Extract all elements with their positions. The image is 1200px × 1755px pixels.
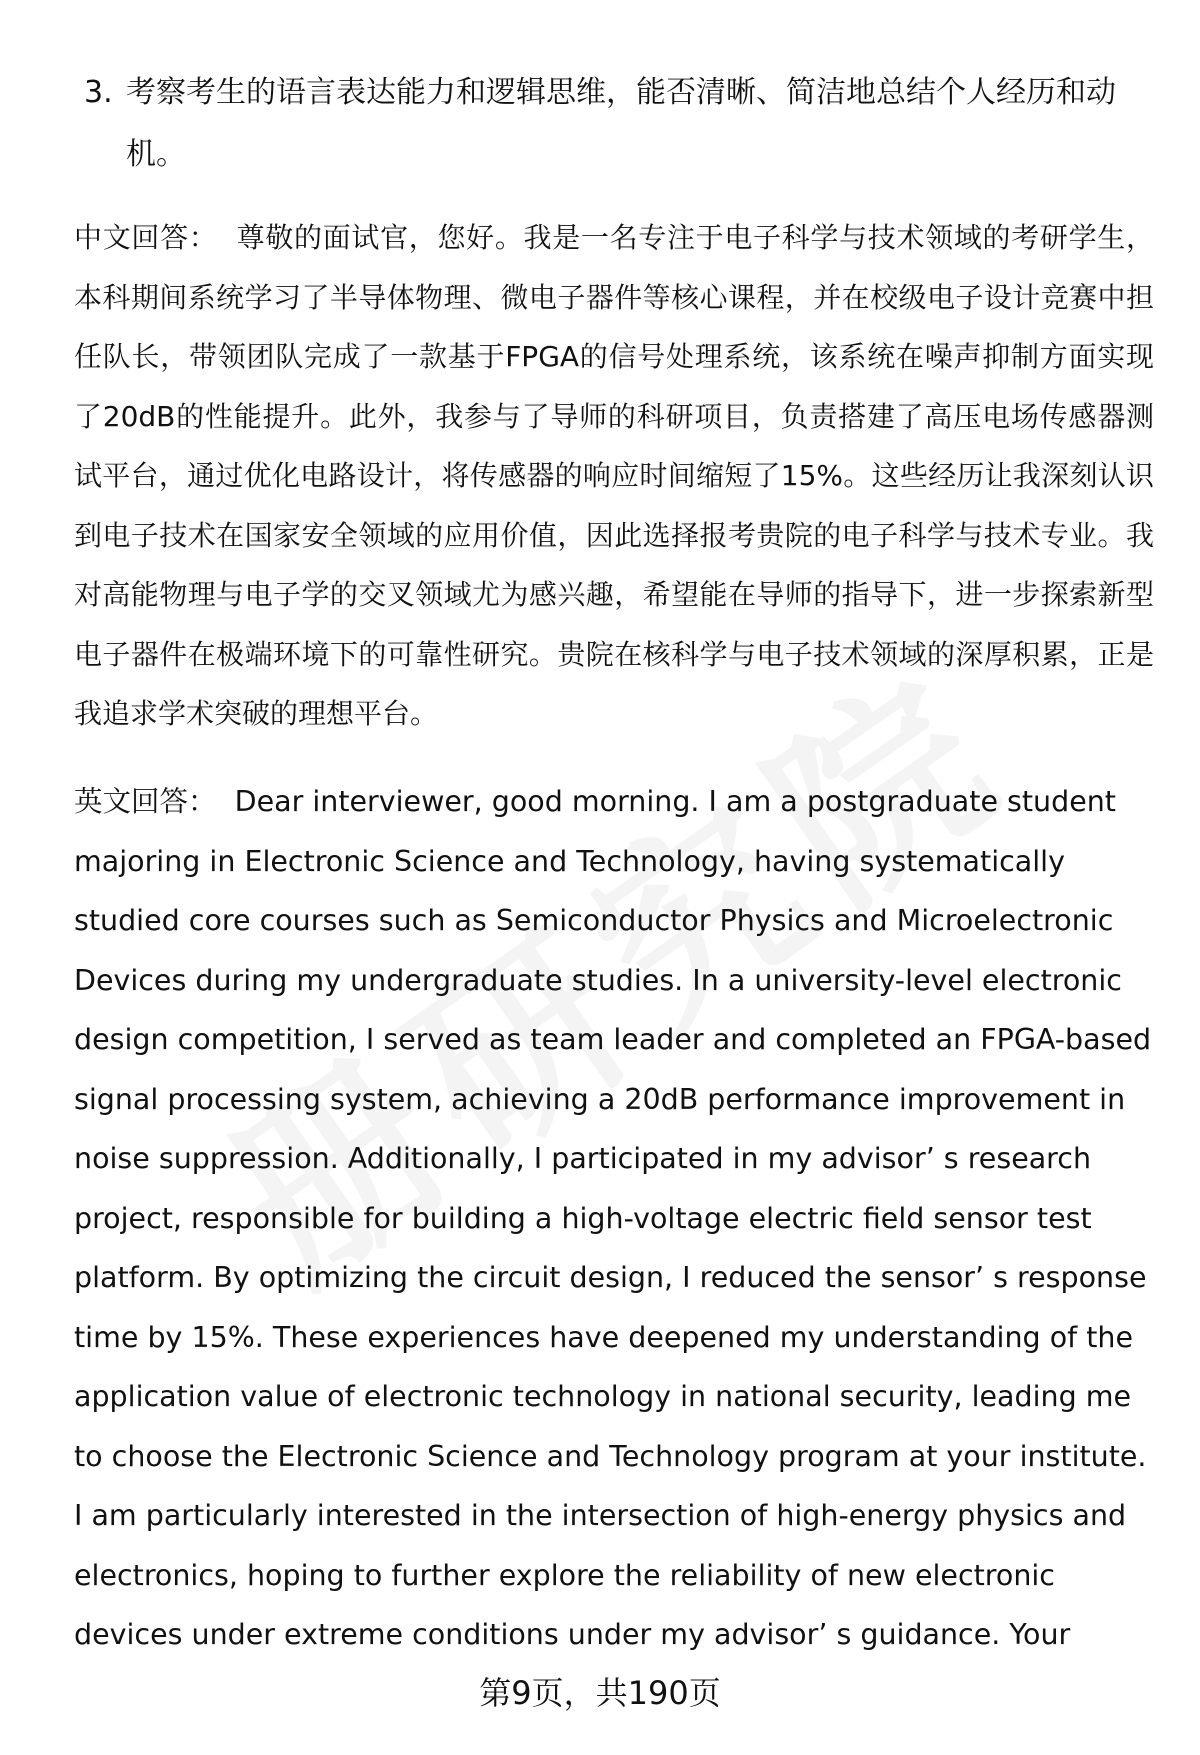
list-item-text: 考察考生的语言表达能力和逻辑思维，能否清晰、简洁地总结个人经历和动机。 [126,75,1116,172]
chinese-answer-text: 尊敬的面试官，您好。我是一名专注于电子科学与技术领域的考研学生，本科期间系统学习了半导体物理、微电子器件等核心课程，并在校级电子设计竞赛中担任队长，带领团队完成了一款基于FPGA的信号处理系统，该系统在噪声抑制方面实现了20dB的性能提升。此外，我参与了导师的科研项目，负责搭建了高压电场传感器测试平台，通过优化电路设计，将传感器的响应时间缩短了15%。这些经历让我深刻认识到电子技术在国家安全领域的应用价值，因此选择报考贵院的电子科学与技术专业。我对高能物理与电子学的交叉领域尤为感兴趣，希望能在导师的指导下，进一步探索新型电子器件在极端环境下的可靠性研究。贵院在核科学与电子技术领域的深厚积累，正是我追求学术突破的理想平台。 [74,221,1154,730]
english-answer-label: 英文回答： [74,785,217,818]
list-item-3 [84,62,1144,186]
page-number-footer: 第9页，共190页 [479,1674,721,1712]
chinese-answer-paragraph [74,208,1154,744]
english-answer-paragraph [74,772,1154,1665]
chinese-answer-label: 中文回答： [74,221,218,254]
english-answer-text: Dear interviewer, good morning. I am a postgraduate student majoring in Electronic Science and Technology, having systematically studied core courses such as Semiconductor Physics and Microelectronic Devices during my undergraduate studies. In a university-level electronic design competition, I served as team leader and completed an FPGA-based signal processing system, achieving a 20dB performance improvement in noise suppression. Additionally, I participated in my advisor’ s research project, responsible for building a high-voltage electric field sensor test platform. By optimizing the circuit design, I reduced the sensor’ s response time by 15%. These experiences have deepened my understanding of the application value of electronic technology in national security, leading me to choose the Electronic Science and Technology program at your institute. I am particularly interested in the intersection of high-energy physics and electronics, hoping to further explore the reliability of new electronic devices under extreme conditions under my advisor’ s guidance. Your [74,785,1152,1651]
list-item-number: 3. [84,75,113,110]
